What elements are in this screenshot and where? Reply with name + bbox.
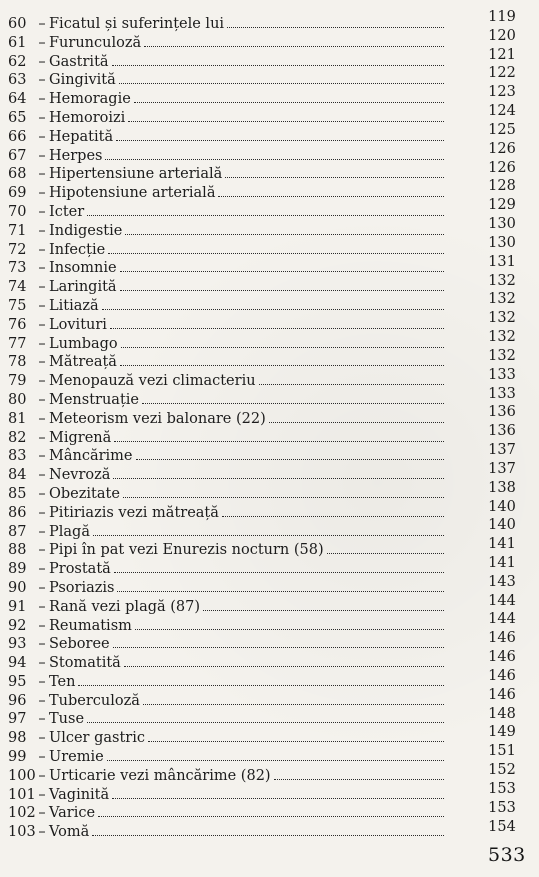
entry-number: 62 [8,53,27,70]
entry-number: 97 [8,711,27,728]
dot-leader [113,647,444,648]
entry-page: 144 [488,611,516,628]
toc-entry [8,234,528,260]
entry-title: Ulcer gastric [49,730,145,747]
entry-dash: – [38,279,46,296]
toc-entry [8,536,528,560]
toc-entry [8,140,528,166]
toc-entry [8,197,528,222]
entry-page: 125 [488,121,516,138]
entry-dash: – [38,467,46,484]
entry-dash: – [38,354,46,371]
dot-leader [142,403,444,404]
dot-leader [105,159,444,160]
entry-number: 60 [8,16,27,32]
entry-page: 124 [488,103,516,120]
entry-title: Prostată [49,561,111,578]
entry-number: 91 [8,598,27,615]
entry-number: 90 [8,579,27,596]
entry-title: Plagă [49,523,90,540]
entry-page: 151 [488,743,516,760]
entry-number: 82 [8,429,27,446]
entry-number: 87 [8,523,27,540]
dot-leader [114,572,444,573]
toc-entry [8,743,528,767]
entry-title: Migrenă [49,429,112,446]
toc-entry [8,423,528,448]
dot-leader [327,553,444,554]
entry-number: 71 [8,222,27,239]
entry-page: 132 [488,272,516,289]
entry-page: 144 [488,592,516,609]
entry-title: Seboree [49,636,110,653]
entry-number: 95 [8,673,27,690]
entry-dash: – [38,523,46,540]
entry-number: 83 [8,448,27,465]
toc-entry [8,103,528,128]
entry-dash: – [38,316,46,333]
dot-leader [110,328,444,329]
entry-title: Herpes [49,147,103,164]
toc-entry [8,84,528,109]
table-of-contents [8,9,528,841]
entry-dash: – [38,767,46,784]
entry-title: Lumbago [49,335,118,352]
dot-leader [112,65,444,66]
entry-number: 100 [8,767,36,784]
entry-dash: – [38,335,46,352]
entry-title: Pipi în pat vezi Enurezis nocturn (58) [49,542,324,559]
toc-entry [8,65,528,90]
entry-number: 85 [8,485,27,502]
dot-leader [134,102,444,103]
toc-entry [8,517,528,542]
entry-title: Nevroză [49,467,111,484]
dot-leader [121,347,444,348]
dot-leader [227,27,444,28]
entry-title: Urticarie vezi mâncărime (82) [49,767,271,784]
dot-leader [120,365,444,366]
entry-page: 119 [488,9,516,25]
entry-page: 123 [488,84,516,101]
entry-number: 80 [8,391,27,408]
entry-title: Hemoroizi [49,109,126,126]
dot-leader [144,46,444,47]
entry-page: 130 [488,216,516,233]
dot-leader [225,177,444,178]
entry-number: 65 [8,109,27,126]
entry-dash: – [38,185,46,202]
dot-leader [92,835,444,836]
entry-dash: – [38,636,46,653]
entry-number: 69 [8,185,27,202]
entry-number: 99 [8,749,27,766]
entry-number: 89 [8,561,27,578]
entry-dash: – [38,655,46,672]
entry-dash: – [38,373,46,390]
entry-dash: – [38,147,46,164]
entry-number: 92 [8,617,27,634]
dot-leader [274,779,444,780]
entry-page: 149 [488,724,516,741]
entry-number: 84 [8,467,27,484]
dot-leader [119,83,444,84]
entry-page: 146 [488,686,516,703]
toc-entry [8,799,528,823]
entry-page: 126 [488,140,516,157]
toc-entry [8,667,528,692]
toc-entry [8,554,528,579]
entry-number: 75 [8,297,27,314]
toc-entry [8,385,528,410]
entry-page: 136 [488,423,516,440]
entry-page: 152 [488,762,516,779]
toc-entry [8,159,528,184]
entry-dash: – [38,128,46,145]
entry-title: Icter [49,203,85,220]
entry-title: Pitiriazis vezi mătreață [49,504,219,521]
entry-number: 101 [8,786,36,803]
dot-leader [136,459,444,460]
dot-leader [143,704,444,705]
entry-title: Psoriazis [49,579,115,596]
toc-entry [8,686,528,711]
dot-leader [120,271,444,272]
entry-number: 103 [8,824,36,841]
dot-leader [107,760,444,761]
entry-number: 76 [8,316,27,333]
entry-dash: – [38,222,46,239]
entry-dash: – [38,542,46,559]
entry-title: Ficatul și suferințele lui [49,16,225,32]
dot-leader [148,741,444,742]
toc-entry [8,498,528,523]
entry-title: Mătreață [49,354,117,371]
entry-dash: – [38,448,46,465]
dot-leader [93,535,444,536]
dot-leader [124,666,444,667]
entry-number: 78 [8,354,27,371]
entry-title: Obezitate [49,485,120,502]
dot-leader [135,629,444,630]
entry-title: Litiază [49,297,99,314]
entry-page: 154 [488,818,516,835]
dot-leader [87,215,444,216]
dot-leader [102,309,444,310]
entry-dash: – [38,692,46,709]
entry-page: 132 [488,329,516,346]
entry-page: 137 [488,460,516,477]
entry-number: 94 [8,655,27,672]
entry-number: 79 [8,373,27,390]
entry-page: 137 [488,442,516,459]
entry-title: Menstruație [49,391,139,408]
entry-page: 128 [488,178,516,195]
dot-leader [117,591,444,592]
entry-title: Tuse [49,711,85,728]
entry-dash: – [38,410,46,427]
entry-title: Gingivită [49,72,116,89]
toc-entry [8,366,528,391]
toc-entry [8,818,528,842]
entry-title: Gastrită [49,53,109,70]
toc-entry [8,762,528,786]
toc-entry [8,178,528,203]
entry-number: 77 [8,335,27,352]
entry-number: 67 [8,147,27,164]
entry-page: 146 [488,649,516,666]
entry-title: Vomă [49,824,90,841]
entry-dash: – [38,260,46,277]
entry-page: 131 [488,253,516,270]
entry-dash: – [38,579,46,596]
dot-leader [112,798,444,799]
entry-title: Laringită [49,279,117,296]
dot-leader [114,441,444,442]
toc-entry [8,27,528,53]
entry-page: 143 [488,573,516,590]
entry-number: 102 [8,805,36,822]
entry-dash: – [38,53,46,70]
entry-dash: – [38,16,46,32]
toc-entry [8,630,528,654]
entry-dash: – [38,561,46,578]
entry-dash: – [38,749,46,766]
toc-entry [8,649,528,673]
entry-number: 61 [8,34,27,51]
entry-title: Tuberculoză [49,692,140,709]
entry-dash: – [38,166,46,183]
entry-page: 126 [488,159,516,176]
dot-leader [108,253,444,254]
entry-number: 88 [8,542,27,559]
entry-dash: – [38,805,46,822]
dot-leader [128,121,444,122]
dot-leader [203,610,444,611]
dot-leader [269,422,444,423]
entry-dash: – [38,241,46,258]
entry-dash: – [38,786,46,803]
entry-number: 86 [8,504,27,521]
entry-page: 146 [488,667,516,684]
entry-title: Meteorism vezi balonare (22) [49,410,266,427]
entry-title: Stomatită [49,655,121,672]
entry-dash: – [38,297,46,314]
toc-entry [8,724,528,748]
entry-title: Vaginită [49,786,110,803]
toc-entry [8,121,528,147]
toc-entry [8,329,528,354]
entry-page: 141 [488,554,516,571]
toc-entry [8,9,528,34]
toc-entry [8,479,528,504]
entry-page: 136 [488,404,516,421]
entry-page: 120 [488,27,516,44]
entry-number: 72 [8,241,27,258]
toc-entry [8,310,528,335]
entry-page: 140 [488,498,516,515]
toc-entry [8,611,528,636]
toc-entry [8,216,528,241]
entry-page: 153 [488,799,516,816]
entry-page: 132 [488,291,516,308]
entry-dash: – [38,91,46,108]
toc-entry [8,272,528,297]
entry-title: Insomnie [49,260,117,277]
toc-entry [8,780,528,805]
entry-dash: – [38,824,46,841]
entry-title: Infecție [49,241,106,258]
entry-page: 133 [488,385,516,402]
entry-dash: – [38,673,46,690]
entry-title: Uremie [49,749,104,766]
toc-entry [8,253,528,278]
entry-dash: – [38,485,46,502]
entry-number: 70 [8,203,27,220]
entry-page: 153 [488,780,516,797]
dot-leader [78,685,444,686]
entry-title: Hipotensiune arterială [49,185,216,202]
toc-entry [8,573,528,598]
entry-dash: – [38,730,46,747]
entry-dash: – [38,711,46,728]
entry-page: 122 [488,65,516,82]
entry-page: 148 [488,705,516,722]
entry-number: 63 [8,72,27,89]
toc-entry [8,347,528,372]
entry-title: Mâncărime [49,448,133,465]
entry-title: Hemoragie [49,91,131,108]
entry-dash: – [38,203,46,220]
toc-entry [8,46,528,72]
dot-leader [259,384,444,385]
entry-title: Indigestie [49,222,123,239]
entry-title: Hipertensiune arterială [49,166,223,183]
dot-leader [120,290,444,291]
entry-title: Furunculoză [49,34,142,51]
entry-title: Reumatism [49,617,132,634]
entry-number: 74 [8,279,27,296]
dot-leader [87,722,444,723]
entry-page: 129 [488,197,516,214]
entry-dash: – [38,429,46,446]
entry-dash: – [38,34,46,51]
toc-entry [8,592,528,617]
entry-number: 98 [8,730,27,747]
entry-page: 130 [488,234,516,251]
entry-dash: – [38,598,46,615]
entry-dash: – [38,72,46,89]
entry-page: 133 [488,366,516,383]
entry-title: Hepatită [49,128,114,145]
entry-page: 140 [488,517,516,534]
entry-number: 96 [8,692,27,709]
entry-page: 121 [488,46,516,63]
entry-dash: – [38,504,46,521]
page-number: 533 [488,844,526,866]
entry-dash: – [38,109,46,126]
entry-number: 81 [8,410,27,427]
entry-dash: – [38,391,46,408]
dot-leader [98,816,444,817]
dot-leader [125,234,444,235]
toc-entry [8,291,528,316]
entry-title: Menopauză vezi climacteriu [49,373,256,390]
entry-number: 73 [8,260,27,277]
entry-page: 132 [488,310,516,327]
entry-page: 138 [488,479,516,496]
dot-leader [113,478,444,479]
entry-title: Lovituri [49,316,107,333]
dot-leader [222,516,444,517]
entry-number: 68 [8,166,27,183]
entry-number: 66 [8,128,27,145]
dot-leader [218,196,444,197]
dot-leader [116,140,444,141]
entry-page: 132 [488,347,516,364]
entry-number: 93 [8,636,27,653]
toc-entry [8,705,528,729]
entry-number: 64 [8,91,27,108]
toc-entry [8,404,528,429]
entry-dash: – [38,617,46,634]
entry-title: Rană vezi plagă (87) [49,598,201,615]
dot-leader [123,497,444,498]
entry-title: Ten [49,673,76,690]
toc-entry [8,442,528,466]
toc-entry [8,460,528,485]
entry-page: 141 [488,536,516,553]
entry-page: 146 [488,630,516,647]
entry-title: Varice [49,805,96,822]
